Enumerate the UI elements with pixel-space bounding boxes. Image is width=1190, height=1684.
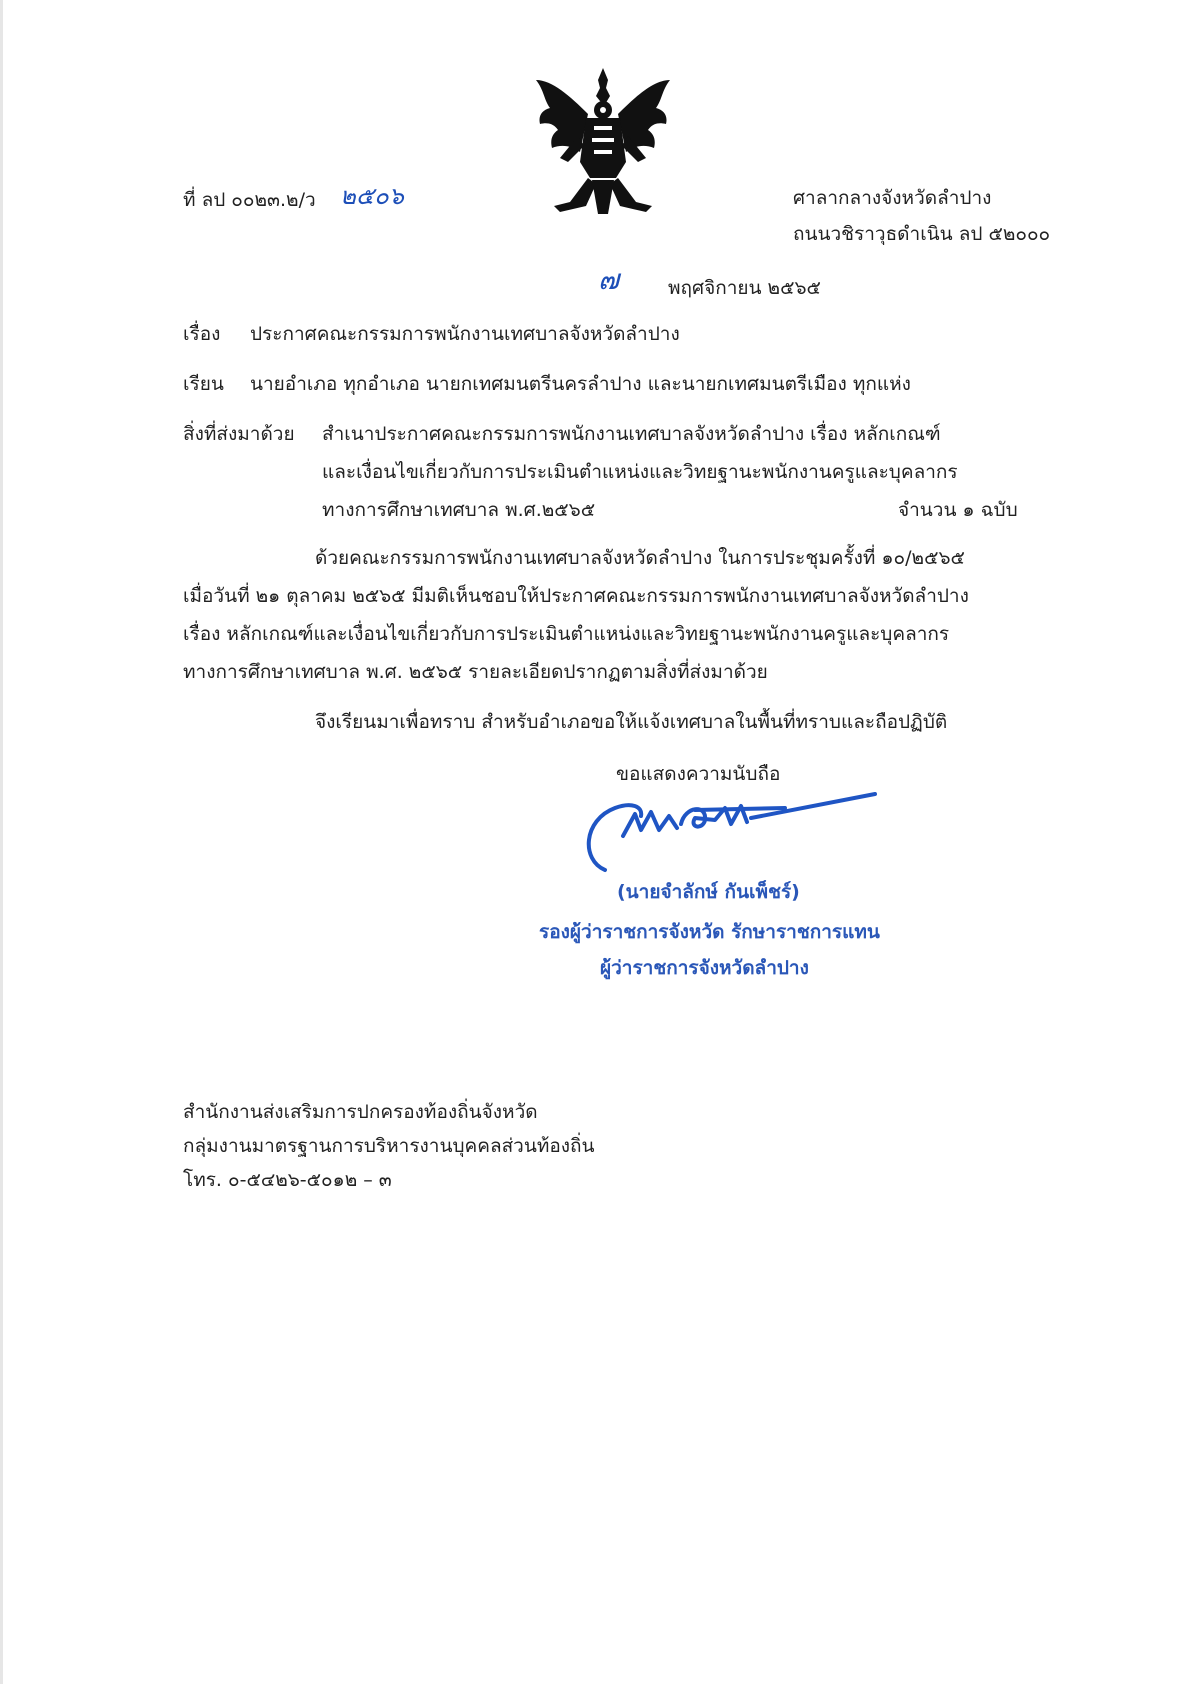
body-line: ทางการศึกษาเทศบาล พ.ศ. ๒๕๖๕ รายละเอียดปรากฏตามสิ่งที่ส่งมาด้วย: [183, 661, 768, 683]
recipient-label: เรียน: [183, 373, 224, 395]
subject-text: ประกาศคณะกรรมการพนักงานเทศบาลจังหวัดลำปาง: [250, 323, 680, 345]
enclosure-count: จำนวน ๑ ฉบับ: [898, 499, 1018, 521]
body-line: ด้วยคณะกรรมการพนักงานเทศบาลจังหวัดลำปาง ในการประชุมครั้งที่ ๑๐/๒๕๖๕: [315, 547, 965, 569]
scan-edge: [0, 0, 3, 1684]
body-paragraph-2: จึงเรียนมาเพื่อทราบ สำหรับอำเภอขอให้แจ้งเทศบาลในพื้นที่ทราบและถือปฏิบัติ: [315, 711, 948, 733]
body-line: เรื่อง หลักเกณฑ์และเงื่อนไขเกี่ยวกับการประเมินตำแหน่งและวิทยฐานะพนักงานครูและบุคลากร: [183, 623, 950, 645]
office-address: ถนนวชิราวุธดำเนิน ลป ๕๒๐๐๐: [793, 223, 1051, 245]
office-name: ศาลากลางจังหวัดลำปาง: [793, 187, 992, 209]
enclosure-label: สิ่งที่ส่งมาด้วย: [183, 423, 295, 445]
date-day-handwritten: ๗: [598, 263, 620, 296]
signer-name: (นายจำลักษ์ กันเพ็ชร์): [617, 881, 800, 903]
signer-position: รองผู้ว่าราชการจังหวัด รักษาราชการแทน: [539, 921, 880, 943]
recipient-text: นายอำเภอ ทุกอำเภอ นายกเทศมนตรีนครลำปาง และนายกเทศมนตรีเมือง ทุกแห่ง: [250, 373, 911, 395]
footer-phone: โทร. ๐-๕๔๒๖-๕๐๑๒ – ๓: [183, 1169, 392, 1191]
enclosure-line: และเงื่อนไขเกี่ยวกับการประเมินตำแหน่งและวิทยฐานะพนักงานครูและบุคลากร: [322, 461, 958, 483]
body-line: เมื่อวันที่ ๒๑ ตุลาคม ๒๕๖๕ มีมติเห็นชอบให้ประกาศคณะกรรมการพนักงานเทศบาลจังหวัดลำปาง: [183, 585, 969, 607]
garuda-emblem-icon: [530, 66, 676, 216]
footer-division: กลุ่มงานมาตรฐานการบริหารงานบุคคลส่วนท้องถิ่น: [183, 1135, 595, 1157]
enclosure-line: สำเนาประกาศคณะกรรมการพนักงานเทศบาลจังหวัดลำปาง เรื่อง หลักเกณฑ์: [322, 423, 941, 445]
date-month-year: พฤศจิกายน ๒๕๖๕: [668, 277, 821, 299]
handwritten-signature-icon: [575, 780, 885, 875]
salutation: ขอแสดงความนับถือ: [616, 763, 781, 785]
subject-label: เรื่อง: [183, 323, 221, 345]
signer-position-governor: ผู้ว่าราชการจังหวัดลำปาง: [600, 957, 809, 979]
enclosure-line: ทางการศึกษาเทศบาล พ.ศ.๒๕๖๕: [322, 499, 596, 521]
reference-number-handwritten: ๒๕๐๖: [340, 182, 404, 210]
footer-office: สำนักงานส่งเสริมการปกครองท้องถิ่นจังหวัด: [183, 1101, 538, 1123]
reference-number: ที่ ลป ๐๐๒๓.๒/ว: [183, 189, 316, 211]
